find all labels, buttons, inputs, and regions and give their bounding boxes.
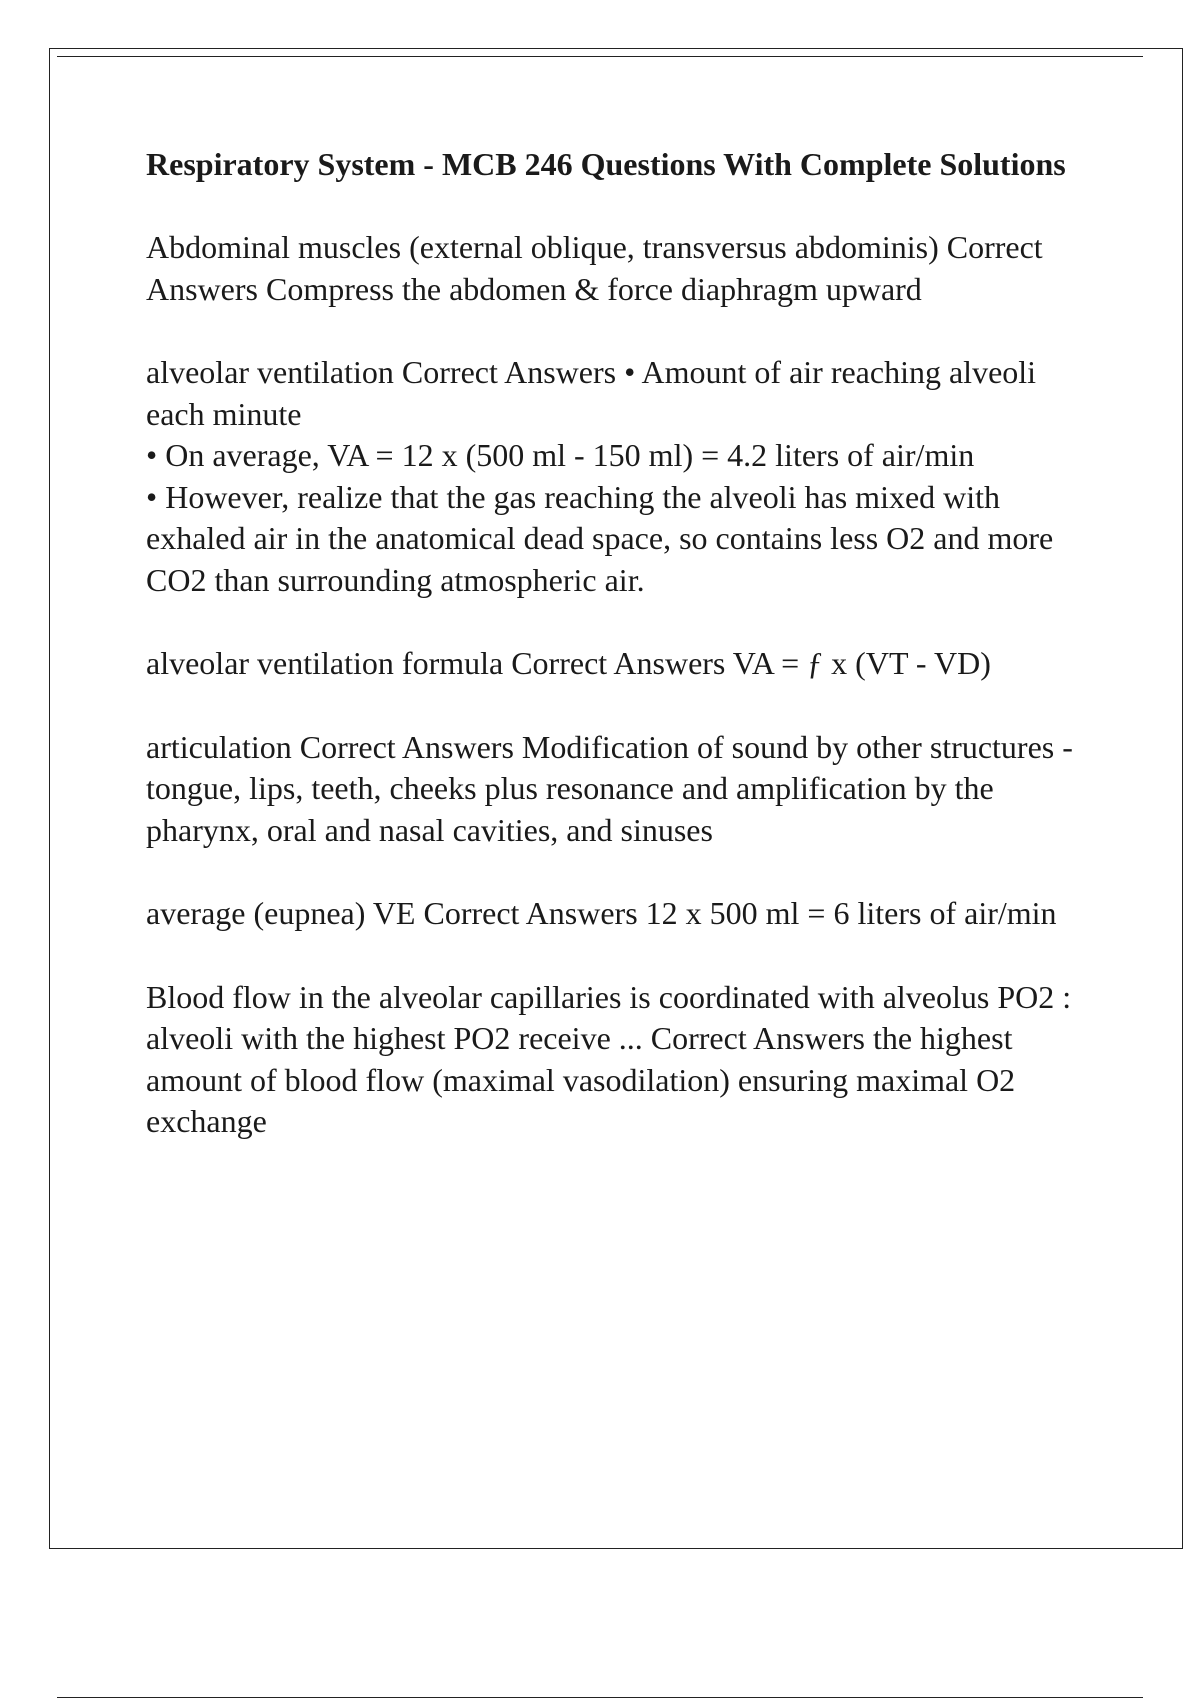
qa-entry: alveolar ventilation formula Correct Answers VA = ƒ x (VT - VD): [146, 645, 991, 681]
qa-entry: articulation Correct Answers Modification of sound by other structures - tongue, lips, teeth, cheeks plus resonance and amplification by the pharynx, oral and nasal cavities, and sinuses: [146, 728, 1073, 848]
qa-entry: average (eupnea) VE Correct Answers 12 x 500 ml = 6 liters of air/min: [146, 895, 1057, 931]
qa-entry: Abdominal muscles (external oblique, transversus abdominis) Correct Answers Compress the abdomen & force diaphragm upward: [146, 229, 1043, 307]
document-body: [146, 144, 1086, 1185]
qa-entry: alveolar ventilation Correct Answers • Amount of air reaching alveoli each minute • On average, VA = 12 x (500 ml - 150 ml) = 4.2 liters of air/min • However, realize that the gas reaching the alveoli has mixed with exhaled air in the anatomical dead space, so contains less O2 and more CO2 than surrounding atmospheric air.: [146, 354, 1054, 598]
bottom-rule: [57, 1697, 1143, 1698]
qa-entry: Blood flow in the alveolar capillaries is coordinated with alveolus PO2 : alveoli with the highest PO2 receive ... Correct Answers the highest amount of blood flow (maximal vasodilation) ensuring maximal O2 exchange: [146, 978, 1072, 1139]
top-rule: [57, 56, 1143, 57]
document-title: Respiratory System - MCB 246 Questions With Complete Solutions: [146, 146, 1066, 182]
